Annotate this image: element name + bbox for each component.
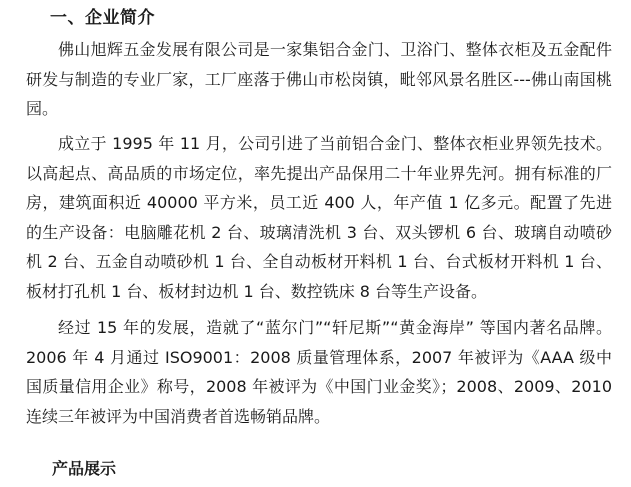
section-heading-company-intro: 一、企业简介 — [50, 8, 155, 28]
section-heading-products: 产品展示 — [52, 459, 117, 478]
intro-paragraph-1: 佛山旭辉五金发展有限公司是一家集铝合金门、卫浴门、整体衣柜及五金配件研发与制造的专业厂家，工厂座落于佛山市松岗镇，毗邻风景名胜区---佛山南国桃园。 — [26, 40, 612, 118]
intro-paragraph-2: 成立于 1995 年 11 月，公司引进了当前铝合金门、整体衣柜业界领先技术。以高起点、高品质的市场定位，率先提出产品保用二十年业界先河。拥有标准的厂房，建筑面积近 40000 平方米，员工近 400 人，年产值 1 亿多元。配置了先进的生产设备：电脑雕花机 2 台、玻璃清洗机 3 台、双头锣机 6 台、玻璃自动喷砂机 2 台、五金自动喷砂机 1 台、全自动板材开料机 1 台、台式板材开料机 1 台、板材打孔机 1 台、板材封边机 1 台、数控铣床 8 台等生产设备。 — [26, 134, 612, 301]
intro-paragraph-3: 经过 15 年的发展，造就了“蓝尔门”“轩尼斯”“黄金海岸” 等国内著名品牌。 2006 年 4 月通过 ISO9001：2008 质量管理体系，2007 年被评为《AAA 级中国质量信用企业》称号，2008 年被评为《中国门业金奖》；2008、2009、2010 连续三年被评为中国消费者首选畅销品牌。 — [26, 318, 612, 426]
